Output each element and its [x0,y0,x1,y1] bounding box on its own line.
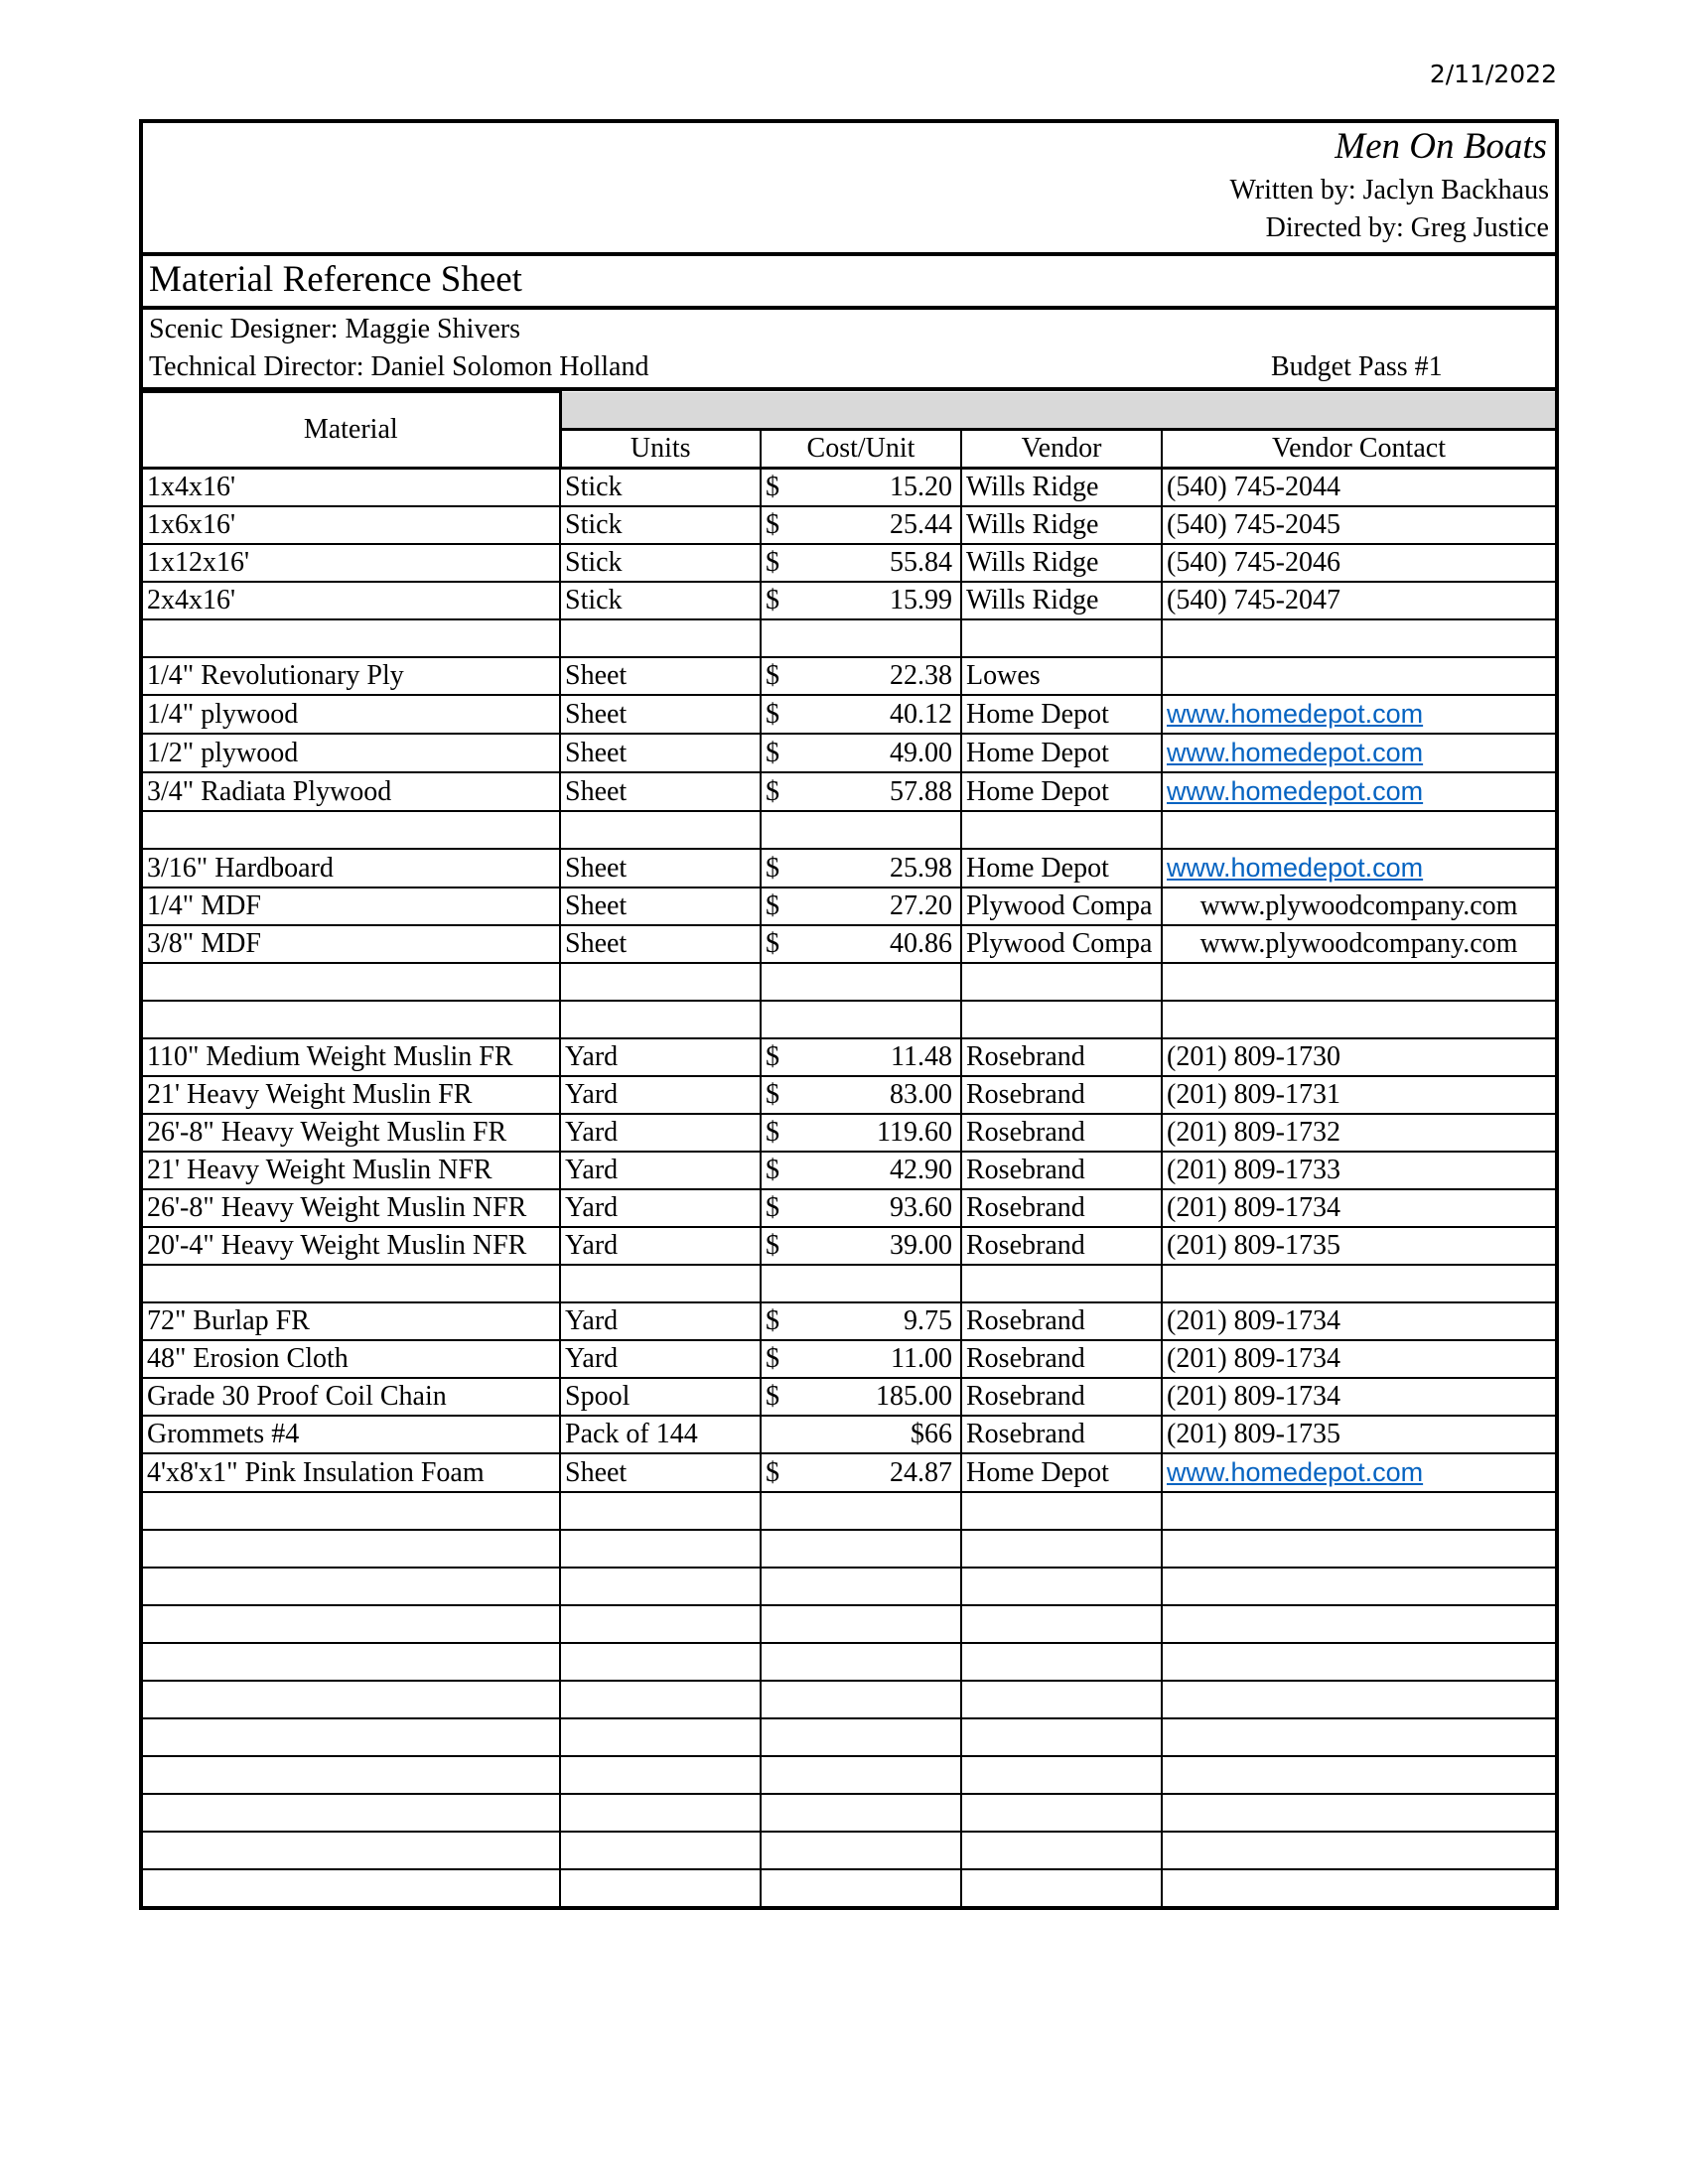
currency-symbol: $ [766,660,779,691]
units-cell [560,1530,761,1568]
vendor-cell: Wills Ridge [961,582,1162,619]
material-cell [143,619,560,657]
cost-cell [761,1152,961,1189]
units-cell [560,1869,761,1906]
contact-cell: (201) 809-1731 [1162,1076,1555,1114]
vendor-cell: Rosebrand [961,1378,1162,1416]
blank-row [143,963,1555,1001]
contact-cell [1162,772,1555,811]
table-row [143,469,1555,507]
material-cell: 3/16" Hardboard [143,849,560,887]
material-cell: 26'-8" Heavy Weight Muslin NFR [143,1189,560,1227]
material-cell [143,1832,560,1869]
contact-cell [1162,1794,1555,1832]
cost-amount: 24.87 [890,1456,952,1488]
vendor-cell [961,1756,1162,1794]
cost-amount: 40.12 [890,698,952,730]
currency-symbol: $ [766,737,779,768]
vendor-cell [961,619,1162,657]
table-row [143,1076,1555,1114]
material-cell [143,811,560,849]
cost-cell [761,1114,961,1152]
materials-table [143,391,1555,1906]
table-row [143,925,1555,963]
vendor-cell [961,811,1162,849]
blank-row [143,1718,1555,1756]
vendor-cell: Rosebrand [961,1189,1162,1227]
cost-cell [761,1643,961,1681]
blank-row [143,1492,1555,1530]
currency-symbol: $ [766,547,779,578]
contact-cell: (201) 809-1735 [1162,1416,1555,1453]
cost-cell [761,1453,961,1492]
currency-symbol: $ [766,928,779,959]
cost-cell [761,1794,961,1832]
table-row [143,849,1555,887]
contact-cell [1162,1718,1555,1756]
column-header-vendor-contact: Vendor Contact [1162,430,1555,469]
units-cell [560,963,761,1001]
vendor-cell [961,1001,1162,1038]
blank-row [143,1265,1555,1302]
currency-symbol: $ [766,698,779,730]
units-cell: Yard [560,1227,761,1265]
contact-cell [1162,1265,1555,1302]
material-cell [143,1756,560,1794]
vendor-cell: Rosebrand [961,1416,1162,1453]
vendor-website-link[interactable]: www.homedepot.com [1167,738,1424,767]
contact-cell: (201) 809-1730 [1162,1038,1555,1076]
cost-cell [761,619,961,657]
material-cell: 20'-4" Heavy Weight Muslin NFR [143,1227,560,1265]
vendor-website-link[interactable]: www.homedepot.com [1167,776,1424,806]
units-cell: Yard [560,1302,761,1340]
material-cell: 1x4x16' [143,469,560,507]
cost-cell [761,1605,961,1643]
currency-symbol: $ [766,472,779,502]
blank-row [143,1568,1555,1605]
cost-amount: 55.84 [890,547,952,578]
contact-cell [1162,1568,1555,1605]
units-cell: Yard [560,1340,761,1378]
units-cell: Sheet [560,925,761,963]
units-cell: Yard [560,1189,761,1227]
contact-cell: (201) 809-1734 [1162,1340,1555,1378]
vendor-cell: Rosebrand [961,1152,1162,1189]
vendor-cell: Home Depot [961,695,1162,734]
material-cell [143,963,560,1001]
cost-cell [761,1416,961,1453]
currency-symbol: $ [766,852,779,884]
table-row [143,1378,1555,1416]
currency-symbol: $ [766,1041,779,1072]
contact-cell [1162,657,1555,695]
contact-cell: (201) 809-1735 [1162,1227,1555,1265]
written-by: Written by: Jaclyn Backhaus [1229,175,1549,205]
vendor-cell [961,1832,1162,1869]
units-cell: Stick [560,544,761,582]
contact-cell [1162,1001,1555,1038]
contact-cell: (201) 809-1732 [1162,1114,1555,1152]
vendor-cell: Wills Ridge [961,469,1162,507]
units-cell [560,811,761,849]
table-row [143,1114,1555,1152]
cost-cell [761,734,961,772]
units-cell: Stick [560,469,761,507]
contact-cell [1162,1832,1555,1869]
table-row [143,1189,1555,1227]
material-cell [143,1530,560,1568]
units-cell: Sheet [560,849,761,887]
units-cell [560,1681,761,1718]
material-cell: 2x4x16' [143,582,560,619]
material-cell: 1x12x16' [143,544,560,582]
units-cell [560,1568,761,1605]
vendor-cell [961,1265,1162,1302]
cost-amount: $66 [911,1419,952,1449]
vendor-cell: Plywood Compa [961,925,1162,963]
material-cell: 110" Medium Weight Muslin FR [143,1038,560,1076]
blank-row [143,811,1555,849]
vendor-website-link[interactable]: www.homedepot.com [1167,699,1424,729]
cost-cell [761,849,961,887]
cost-cell [761,1832,961,1869]
blank-row [143,1605,1555,1643]
material-cell: 1/4" MDF [143,887,560,925]
table-row [143,887,1555,925]
currency-symbol: $ [766,1155,779,1185]
material-cell [143,1794,560,1832]
header-shade-band [560,392,1555,430]
contact-cell: (540) 745-2046 [1162,544,1555,582]
contact-cell: (540) 745-2044 [1162,469,1555,507]
contact-cell [1162,811,1555,849]
cost-amount: 83.00 [890,1079,952,1110]
units-cell: Pack of 144 [560,1416,761,1453]
cost-cell [761,1302,961,1340]
vendor-cell: Rosebrand [961,1038,1162,1076]
cost-cell [761,925,961,963]
units-cell: Stick [560,506,761,544]
cost-cell [761,1076,961,1114]
cost-amount: 57.88 [890,775,952,807]
vendor-cell: Rosebrand [961,1302,1162,1340]
cost-amount: 9.75 [904,1305,952,1336]
cost-cell [761,1001,961,1038]
cost-amount: 11.48 [891,1041,952,1072]
contact-cell [1162,1530,1555,1568]
cost-amount: 22.38 [890,660,952,691]
material-cell: Grommets #4 [143,1416,560,1453]
print-date: 2/11/2022 [1429,60,1557,88]
budget-pass: Budget Pass #1 [1271,351,1443,382]
units-cell [560,1265,761,1302]
cost-amount: 93.60 [890,1192,952,1223]
cost-cell [761,1492,961,1530]
sheet-title: Material Reference Sheet [143,256,1555,310]
units-cell: Stick [560,582,761,619]
cost-amount: 15.20 [890,472,952,502]
currency-symbol: $ [766,1117,779,1148]
units-cell [560,1718,761,1756]
cost-cell [761,1340,961,1378]
units-cell [560,1001,761,1038]
cost-cell [761,1265,961,1302]
blank-row [143,1756,1555,1794]
contact-cell [1162,849,1555,887]
cost-cell [761,1378,961,1416]
currency-symbol: $ [766,1192,779,1223]
table-row [143,1152,1555,1189]
material-cell: 26'-8" Heavy Weight Muslin FR [143,1114,560,1152]
table-row [143,1416,1555,1453]
table-row [143,1453,1555,1492]
cost-cell [761,1756,961,1794]
cost-cell [761,1869,961,1906]
contact-cell [1162,619,1555,657]
cost-cell [761,1681,961,1718]
cost-cell [761,1189,961,1227]
material-cell [143,1869,560,1906]
table-row [143,695,1555,734]
currency-symbol: $ [766,1305,779,1336]
vendor-cell [961,1568,1162,1605]
cost-cell [761,506,961,544]
currency-symbol: $ [766,775,779,807]
units-cell [560,1794,761,1832]
vendor-cell [961,963,1162,1001]
contact-cell [1162,1869,1555,1906]
material-cell [143,1568,560,1605]
table-row [143,506,1555,544]
table-row [143,772,1555,811]
directed-by: Directed by: Greg Justice [1265,212,1549,243]
vendor-cell [961,1605,1162,1643]
material-cell: Grade 30 Proof Coil Chain [143,1378,560,1416]
contact-cell [1162,1681,1555,1718]
contact-cell: (540) 745-2045 [1162,506,1555,544]
material-cell: 1/2" plywood [143,734,560,772]
contact-cell [1162,1643,1555,1681]
credits-block [143,310,1555,391]
material-cell [143,1643,560,1681]
blank-row [143,1832,1555,1869]
cost-cell [761,811,961,849]
units-cell: Sheet [560,887,761,925]
column-header-cost-unit: Cost/Unit [761,430,961,469]
cost-amount: 119.60 [877,1117,952,1148]
show-title: Men On Boats [1335,126,1547,167]
material-cell [143,1001,560,1038]
material-cell: 72" Burlap FR [143,1302,560,1340]
scenic-designer: Scenic Designer: Maggie Shivers [149,314,521,344]
contact-cell: (201) 809-1733 [1162,1152,1555,1189]
table-row [143,1038,1555,1076]
column-header-vendor: Vendor [961,430,1162,469]
cost-amount: 49.00 [890,737,952,768]
vendor-cell: Wills Ridge [961,506,1162,544]
material-cell: 4'x8'x1" Pink Insulation Foam [143,1453,560,1492]
vendor-cell: Rosebrand [961,1076,1162,1114]
units-cell [560,619,761,657]
material-cell [143,1492,560,1530]
cost-cell [761,772,961,811]
cost-cell [761,1530,961,1568]
material-reference-sheet [139,119,1559,1910]
currency-symbol: $ [766,1381,779,1412]
units-cell: Yard [560,1152,761,1189]
currency-symbol: $ [766,890,779,921]
column-header-material: Material [143,392,560,469]
cost-amount: 27.20 [890,890,952,921]
vendor-cell: Rosebrand [961,1340,1162,1378]
units-cell [560,1832,761,1869]
material-cell: 48" Erosion Cloth [143,1340,560,1378]
currency-symbol: $ [766,585,779,615]
units-cell [560,1492,761,1530]
vendor-cell: Home Depot [961,849,1162,887]
units-cell [560,1643,761,1681]
vendor-cell [961,1681,1162,1718]
cost-amount: 11.00 [891,1343,952,1374]
column-header-units: Units [560,430,761,469]
material-cell [143,1605,560,1643]
cost-cell [761,695,961,734]
contact-cell [1162,695,1555,734]
vendor-cell [961,1643,1162,1681]
technical-director: Technical Director: Daniel Solomon Holland [149,351,649,382]
cost-cell [761,1718,961,1756]
vendor-website-link[interactable]: www.homedepot.com [1167,853,1424,883]
contact-cell [1162,1605,1555,1643]
cost-cell [761,657,961,695]
contact-cell: (201) 809-1734 [1162,1189,1555,1227]
units-cell: Yard [560,1076,761,1114]
table-row [143,544,1555,582]
units-cell: Sheet [560,1453,761,1492]
contact-cell [1162,734,1555,772]
cost-amount: 42.90 [890,1155,952,1185]
contact-cell: www.plywoodcompany.com [1162,925,1555,963]
vendor-cell [961,1794,1162,1832]
vendor-cell [961,1492,1162,1530]
cost-cell [761,887,961,925]
blank-row [143,1643,1555,1681]
cost-cell [761,1038,961,1076]
contact-cell: (540) 745-2047 [1162,582,1555,619]
vendor-cell [961,1718,1162,1756]
vendor-cell: Rosebrand [961,1114,1162,1152]
currency-symbol: $ [766,1230,779,1261]
contact-cell [1162,1756,1555,1794]
blank-row [143,1869,1555,1906]
title-block [143,123,1555,256]
units-cell: Sheet [560,695,761,734]
cost-amount: 185.00 [876,1381,952,1412]
vendor-cell: Lowes [961,657,1162,695]
contact-cell [1162,963,1555,1001]
vendor-website-link[interactable]: www.homedepot.com [1167,1457,1424,1487]
table-row [143,734,1555,772]
blank-row [143,1001,1555,1038]
units-cell: Yard [560,1114,761,1152]
material-cell: 21' Heavy Weight Muslin FR [143,1076,560,1114]
currency-symbol: $ [766,1343,779,1374]
table-row [143,1340,1555,1378]
cost-cell [761,963,961,1001]
vendor-cell: Rosebrand [961,1227,1162,1265]
contact-cell: (201) 809-1734 [1162,1378,1555,1416]
units-cell: Yard [560,1038,761,1076]
blank-row [143,1530,1555,1568]
cost-amount: 25.44 [890,509,952,540]
units-cell: Sheet [560,772,761,811]
table-row [143,582,1555,619]
cost-cell [761,1568,961,1605]
table-row [143,1227,1555,1265]
vendor-cell [961,1869,1162,1906]
vendor-cell: Home Depot [961,1453,1162,1492]
vendor-cell [961,1530,1162,1568]
contact-cell: www.plywoodcompany.com [1162,887,1555,925]
vendor-cell: Home Depot [961,734,1162,772]
currency-symbol: $ [766,1079,779,1110]
units-cell: Sheet [560,734,761,772]
material-cell [143,1265,560,1302]
currency-symbol: $ [766,509,779,540]
cost-cell [761,582,961,619]
material-cell: 3/4" Radiata Plywood [143,772,560,811]
material-cell: 1/4" Revolutionary Ply [143,657,560,695]
cost-amount: 40.86 [890,928,952,959]
material-cell: 1/4" plywood [143,695,560,734]
material-cell [143,1718,560,1756]
currency-symbol: $ [766,1456,779,1488]
blank-row [143,1794,1555,1832]
contact-cell [1162,1453,1555,1492]
cost-cell [761,1227,961,1265]
cost-amount: 39.00 [890,1230,952,1261]
vendor-cell: Wills Ridge [961,544,1162,582]
units-cell [560,1605,761,1643]
cost-amount: 15.99 [890,585,952,615]
material-cell: 1x6x16' [143,506,560,544]
units-cell: Sheet [560,657,761,695]
units-cell: Spool [560,1378,761,1416]
vendor-cell: Plywood Compa [961,887,1162,925]
material-cell: 3/8" MDF [143,925,560,963]
material-cell [143,1681,560,1718]
table-row [143,1302,1555,1340]
cost-cell [761,469,961,507]
vendor-cell: Home Depot [961,772,1162,811]
contact-cell: (201) 809-1734 [1162,1302,1555,1340]
blank-row [143,619,1555,657]
blank-row [143,1681,1555,1718]
cost-amount: 25.98 [890,852,952,884]
material-cell: 21' Heavy Weight Muslin NFR [143,1152,560,1189]
cost-cell [761,544,961,582]
materials-rows [143,469,1555,1907]
contact-cell [1162,1492,1555,1530]
units-cell [560,1756,761,1794]
table-row [143,657,1555,695]
